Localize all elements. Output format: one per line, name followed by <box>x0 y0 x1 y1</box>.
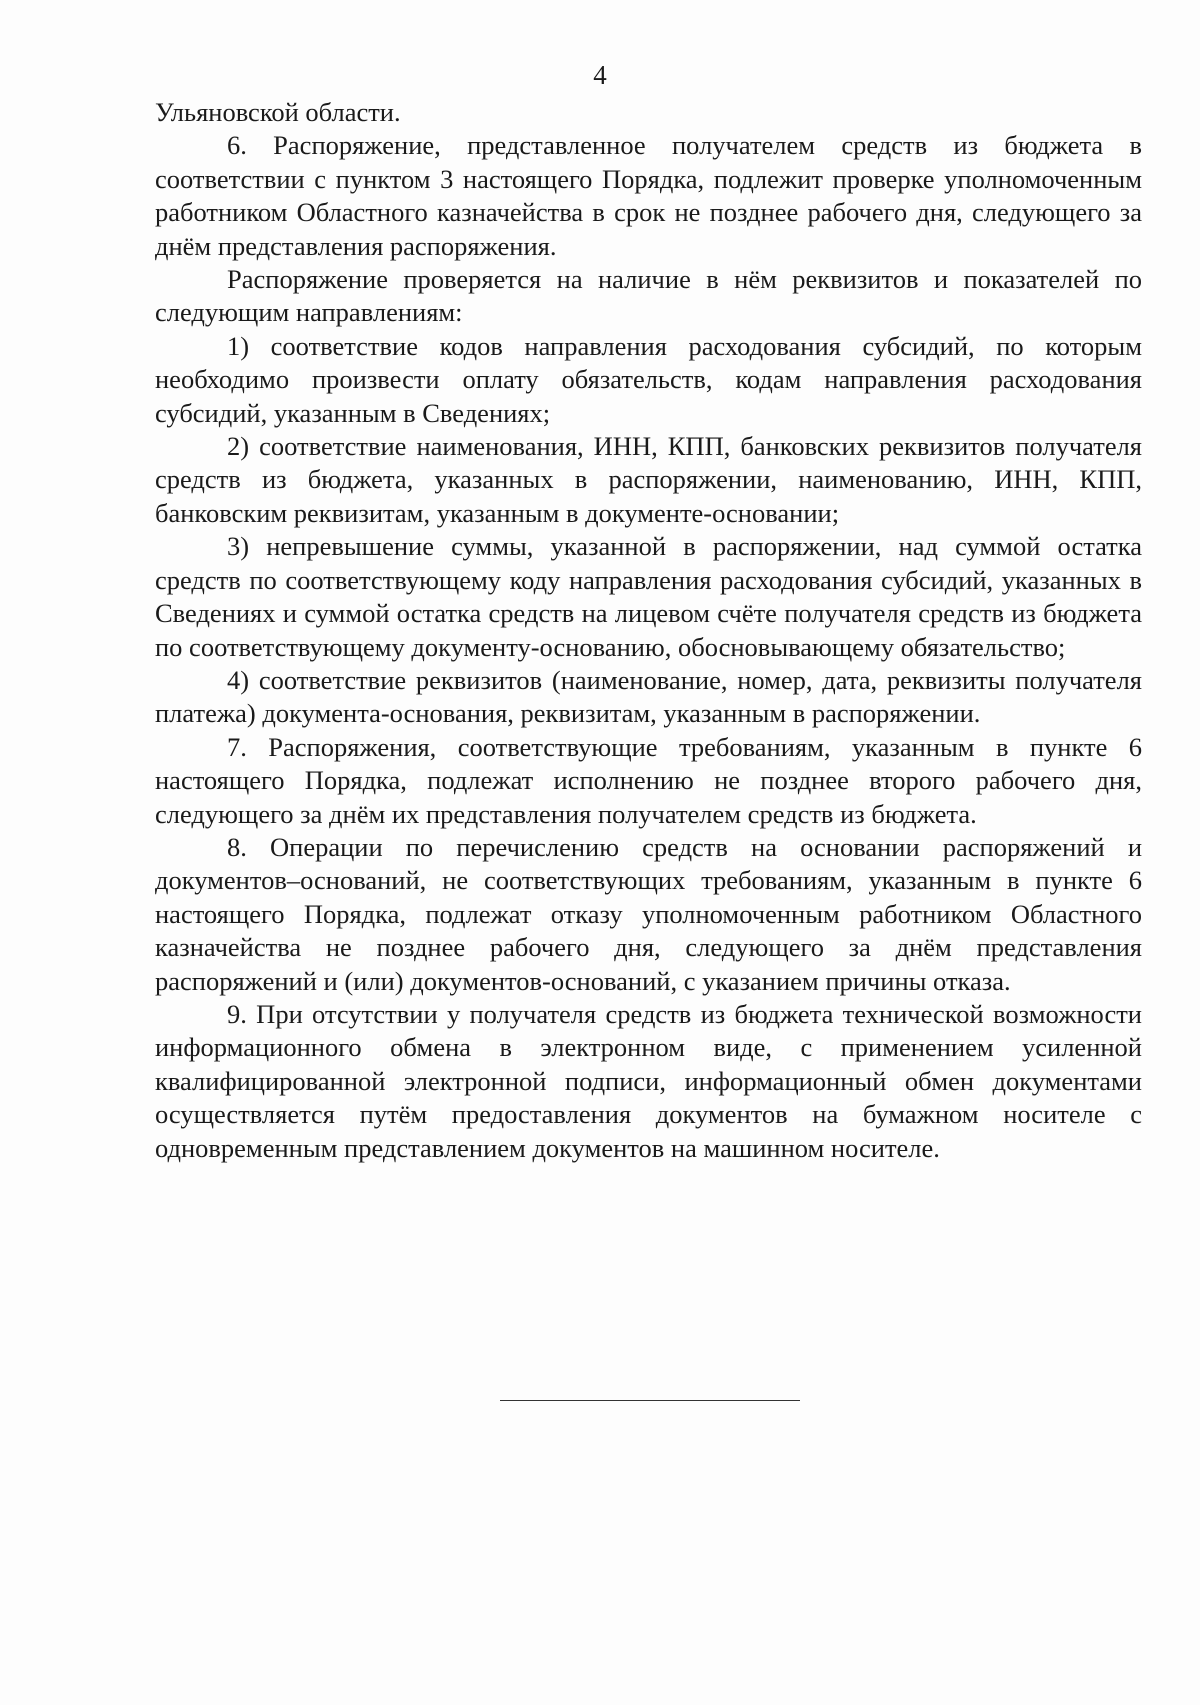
paragraph-subitem-1: 1) соответствие кодов направления расходования субсидий, по которым необходимо произвести оплату обязательств, кодам направления расходования субсидий, указанным в Сведениях; <box>155 330 1142 428</box>
paragraph-item-6: 6. Распоряжение, представленное получателем средств из бюджета в соответствии с пунктом 3 настоящего Порядка, подлежит проверке уполномоченным работником Областного казначейства в срок не позднее рабочего дня, следующего за днём представления распоряжения. <box>155 130 1142 261</box>
paragraph-subitem-2: 2) соответствие наименования, ИНН, КПП, банковских реквизитов получателя средств из бюджета, указанных в распоряжении, наименованию, ИНН, КПП, банковским реквизитам, указанным в документе-основании; <box>155 431 1142 528</box>
paragraph-item-7: 7. Распоряжения, соответствующие требованиям, указанным в пункте 6 настоящего Порядка, подлежат исполнению не позднее второго рабочего дня, следующего за днём их представления получателем средств из бюджета. <box>155 731 1142 829</box>
page-number: 4 <box>593 60 607 90</box>
paragraph-item-9: 9. При отсутствии у получателя средств из бюджета технической возможности информационного обмена в электронном виде, с применением усиленной квалифицированной электронной подписи, информационный обмен документами осуществляется путём предоставления документов на бумажном носителе с одновременным представлением документов на машинном носителе. <box>155 998 1142 1163</box>
paragraph-item-8: 8. Операции по перечислению средств на основании распоряжений и документов–оснований, не соответствующих требованиям, указанным в пункте 6 настоящего Порядка, подлежат отказу уполномоченным работником Областного казначейства не позднее рабочего дня, следующего за днём представления распоряжений и (или) документов-оснований, с указанием причины отказа. <box>155 831 1142 996</box>
paragraph-subitem-4: 4) соответствие реквизитов (наименование, номер, дата, реквизиты получателя платежа) документа-основания, реквизитам, указанным в распоряжении. <box>155 664 1142 729</box>
paragraph-check-intro: Распоряжение проверяется на наличие в нём реквизитов и показателей по следующим направлениям: <box>155 264 1142 328</box>
document-body <box>155 96 1142 1165</box>
end-of-document-rule <box>500 1400 800 1401</box>
paragraph-continuation: Ульяновской области. <box>155 97 401 127</box>
paragraph-subitem-3: 3) непревышение суммы, указанной в распоряжении, над суммой остатка средств по соответствующему коду направления расходования субсидий, указанных в Сведениях и суммой остатка средств на лицевом счёте получателя средств из бюджета по соответствующему документу-основанию, обосновывающему обязательство; <box>155 531 1142 662</box>
